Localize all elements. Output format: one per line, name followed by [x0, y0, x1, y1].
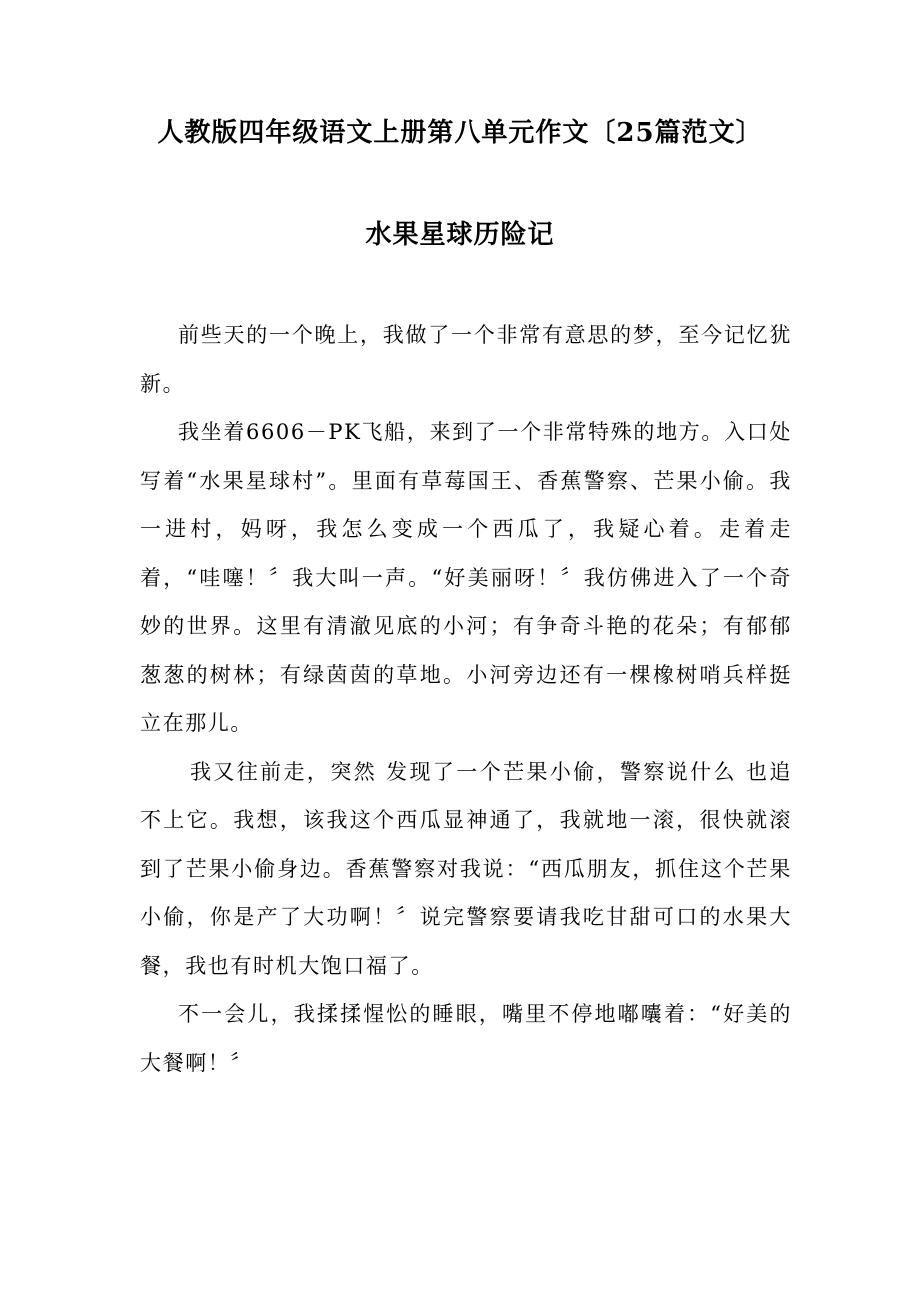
essay-title: 水果星球历险记 — [365, 220, 555, 250]
paragraph-1: 前些天的一个晚上，我做了一个非常有意思的梦，至今记忆犹新。 — [140, 323, 792, 396]
paragraph-4: 不一会儿，我揉揉惺忪的睡眼，嘴里不停地嘟囔着：“好美的大餐啊！〞 — [140, 1002, 792, 1075]
paragraph-2: 我坐着6606－PK飞船，来到了一个非常特殊的地方。入口处写着“水果星球村”。里面有草莓国王、香蕉警察、芒果小偷。我一进村，妈呀，我怎么变成一个西瓜了，我疑心着。走着走着，“哇噻！〞我大叫一声。“好美丽呀！〞我仿佛进入了一个奇妙的世界。这里有清澈见底的小河；有争奇斗艳的花朵；有郁郁葱葱的树林；有绿茵茵的草地。小河旁边还有一棵橡树哨兵样挺立在那儿。 — [140, 420, 792, 735]
essay-body — [140, 311, 792, 1087]
document-title: 人教版四年级语文上册第八单元作文〔25篇范文〕 — [157, 118, 763, 148]
paragraph-3: 我又往前走，突然 发现了一个芒果小偷，警察说什么 也追不上它。我想，该我这个西瓜显神通了，我就地一滚，很快就滚到了芒果小偷身边。香蕉警察对我说：“西瓜朋友，抓住这个芒果 小偷，你是产了大功啊！〞说完警察要请我吃甘甜可口的水果大餐，我也有时机大饱口福了。 — [140, 759, 792, 978]
